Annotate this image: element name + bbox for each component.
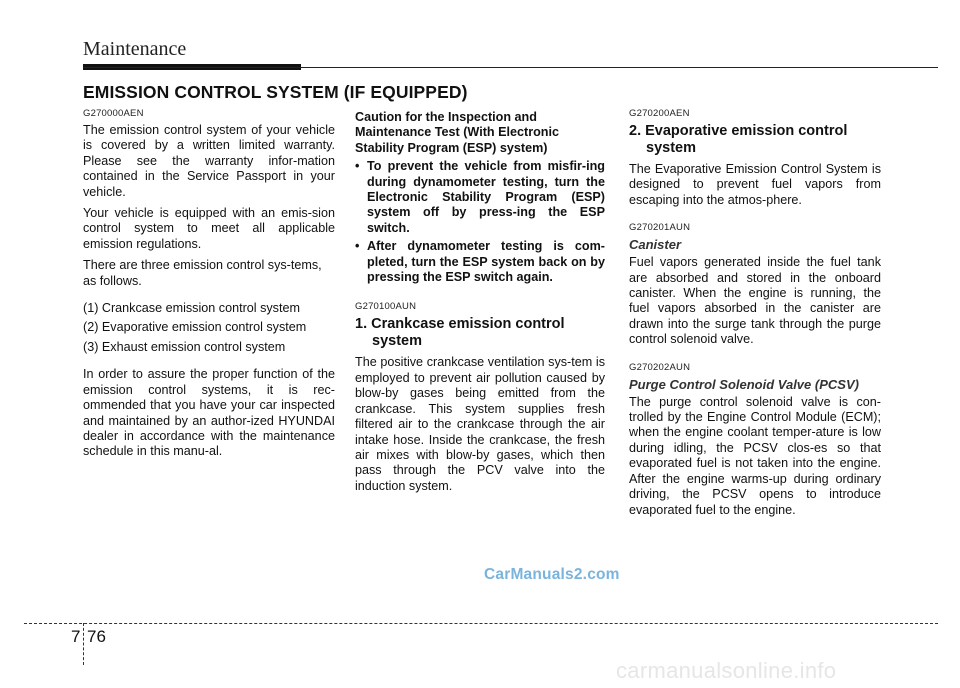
paragraph: There are three emission control sys-tems, as follows. xyxy=(83,258,322,288)
subsection-heading xyxy=(355,316,605,350)
section-code: G270201AUN xyxy=(629,222,691,234)
section-title: EMISSION CONTROL SYSTEM (IF EQUIPPED) xyxy=(83,82,468,102)
footer-dashed-rule xyxy=(24,623,938,624)
paragraph: The Evaporative Emission Control System is designed to prevent fuel vapors from escaping into the atmos-phere. xyxy=(629,162,881,207)
section-code: G270202AUN xyxy=(629,361,691,373)
column-left xyxy=(83,108,335,466)
bullet-text: To prevent the vehicle from misfir-ing during dynamometer testing, turn the Electronic Stability Program (ESP) system off by press-ing the ESP switch. xyxy=(367,159,605,235)
subheading: Canister xyxy=(629,237,682,253)
bullet-text: After dynamometer testing is com-pleted, turn the ESP system back on by pressing the ESP switch again. xyxy=(367,239,605,285)
paragraph: In order to assure the proper function of the emission control systems, it is rec-ommended that you have your car inspected and maintained by an author-ized HYUNDAI dealer in accordance with the maintenance schedule in this manu-al. xyxy=(83,367,335,459)
bullet-icon: • xyxy=(355,239,360,254)
heading-line: 1. Crankcase emission control xyxy=(355,316,565,333)
bullet-icon: • xyxy=(355,159,360,174)
column-middle xyxy=(355,110,605,500)
heading-continuation: system xyxy=(646,140,696,156)
list-item: (2) Evaporative emission control system xyxy=(83,320,307,335)
page-header-title: Maintenance xyxy=(83,38,187,60)
watermark-link[interactable]: CarManuals2.com xyxy=(484,566,620,583)
page-number: 76 xyxy=(87,627,106,646)
subheading: Purge Control Solenoid Valve (PCSV) xyxy=(629,376,859,392)
paragraph: Your vehicle is equipped with an emis-sion control system to meet all applicable emission regulations. xyxy=(83,206,335,251)
chapter-number: 7 xyxy=(71,627,81,646)
paragraph: The positive crankcase ventilation sys-tem is employed to prevent air pollution caused by blow-by gases being emitted from the crankcase. This system supplies fresh filtered air to the crankcase through the air intake hose. Inside the crankcase, the fresh air mixes with blow-by gases, which then pass through the PCV valve into the induction system. xyxy=(355,355,605,493)
heading-continuation: system xyxy=(372,333,422,350)
footer-divider xyxy=(83,623,84,665)
paragraph: The emission control system of your vehicle is covered by a written limited warranty. Please see the warranty infor-mation contained in the Service Passport in your vehicle. xyxy=(83,123,335,199)
paragraph: The purge control solenoid valve is con-trolled by the Engine Control Module (ECM); when the engine coolant temper-ature is low during idling, the PCSV clos-es so that evaporated fuel is not taken into the engine. After the engine warms-up during ordinary driving, the PCSV opens to introduce evaporated fuel to the engine. xyxy=(629,394,881,517)
caution-title: Caution for the Inspection and Maintenance Test (With Electronic Stability Program (ESP) system) xyxy=(355,110,559,155)
section-code: G270100AUN xyxy=(355,301,417,313)
list-item: (3) Exhaust emission control system xyxy=(83,339,286,354)
section-code: G270000AEN xyxy=(83,108,144,119)
site-watermark: carmanualsonline.info xyxy=(616,658,837,683)
list-item: (1) Crankcase emission control system xyxy=(83,301,300,316)
heading-line: 2. Evaporative emission control xyxy=(629,123,848,139)
subsection-heading xyxy=(629,123,881,157)
paragraph: Fuel vapors generated inside the fuel tank are absorbed and stored in the onboard canister. When the engine is running, the fuel vapors absorbed in the canister are drawn into the surge tank through the purge control solenoid valve. xyxy=(629,255,881,347)
caution-bullet xyxy=(355,239,605,285)
column-right xyxy=(629,108,881,524)
section-code: G270200AEN xyxy=(629,108,690,119)
header-rule xyxy=(83,67,938,68)
caution-bullet xyxy=(355,159,605,236)
